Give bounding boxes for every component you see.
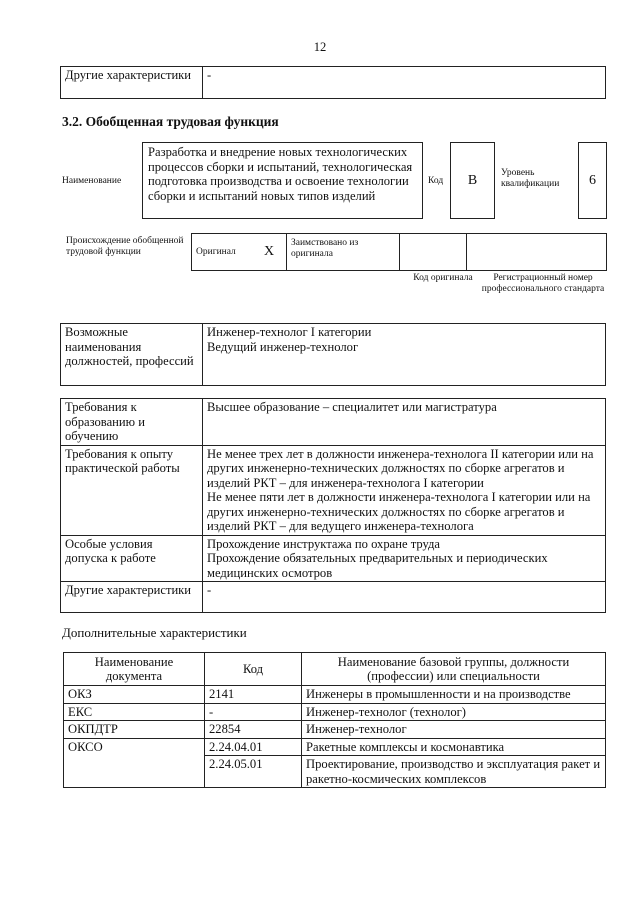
other-label: Другие характеристики [61, 582, 203, 613]
table-row [61, 399, 606, 446]
table-row [192, 234, 607, 271]
table-row [61, 582, 606, 613]
doc-cell: ОКЗ [64, 686, 205, 704]
requirement-line: - [207, 583, 212, 597]
table-row [64, 703, 606, 721]
table-row [61, 535, 606, 582]
code-cell: 2.24.05.01 [205, 756, 302, 788]
table-row [64, 721, 606, 739]
original-label: Оригинал [192, 234, 253, 271]
special-conditions-label: Особые условия допуска к работе [61, 535, 203, 582]
code-cell: - [205, 703, 302, 721]
other-value [203, 582, 606, 613]
special-conditions-value [203, 535, 606, 582]
code-original-cell [400, 234, 467, 271]
requirement-line: Высшее образование – специалитет или магистратура [207, 400, 497, 414]
doc-cell: ОКСО [64, 738, 205, 788]
table-row [61, 67, 606, 99]
table-row [61, 324, 606, 386]
requirement-line: Прохождение обязательных предварительных и периодических медицинских осмотров [207, 551, 548, 580]
code-cell: 22854 [205, 721, 302, 739]
table-row [64, 686, 606, 704]
doc-cell: ЕКС [64, 703, 205, 721]
header-name: Наименование базовой группы, должности (профессии) или специальности [302, 653, 606, 686]
code-original-caption: Код оригинала [413, 273, 473, 283]
code-cell: 2141 [205, 686, 302, 704]
other-characteristics-value: - [203, 67, 606, 99]
borrowed-label: Заимствовано из оригинала [287, 234, 400, 271]
page-number: 12 [313, 40, 327, 54]
reg-number-caption: Регистрационный номер профессионального стандарта [481, 273, 605, 294]
origin-label: Происхождение обобщенной трудовой функции [66, 236, 184, 257]
position-item: Инженер-технолог I категории [207, 325, 372, 339]
other-characteristics-label: Другие характеристики [61, 67, 203, 99]
section-title: 3.2. Обобщенная трудовая функция [62, 114, 279, 129]
header-document: Наименование документа [64, 653, 205, 686]
name-cell: Инженер-технолог (технолог) [302, 703, 606, 721]
requirement-line: Не менее трех лет в должности инженера-технолога II категории или на других инженерно-технических должностях по сборке агрегатов и изделий РКТ – для инженера-технолога I категории [207, 446, 594, 490]
requirements-table [60, 398, 606, 613]
name-label: Наименование [62, 176, 122, 186]
name-cell: Проектирование, производство и эксплуатация ракет и ракетно-космических комплексов [302, 756, 606, 788]
name-cell: Инженер-технолог [302, 721, 606, 739]
positions-label: Возможные наименования должностей, профессий [61, 324, 203, 386]
position-item: Ведущий инженер-технолог [207, 339, 359, 354]
table-row [61, 445, 606, 535]
requirement-line: Не менее пяти лет в должности инженера-технолога I категории или на других инженерно-технических должностях по сборке агрегатов и изделий РКТ – для ведущего инженера-технолога [207, 490, 591, 533]
top-other-characteristics-table [60, 66, 606, 99]
code-value-box: B [450, 142, 495, 219]
original-mark: X [252, 234, 287, 271]
name-cell: Инженеры в промышленности и на производстве [302, 686, 606, 704]
code-cell: 2.24.04.01 [205, 738, 302, 756]
function-name-box: Разработка и внедрение новых технологических процессов сборки и испытаний, технологическая подготовка производства и освоение технологии сборки и испытаний новых типов изделий [142, 142, 423, 219]
additional-table [63, 652, 606, 788]
level-value-box: 6 [578, 142, 607, 219]
level-label: Уровень квалификации [501, 168, 560, 189]
additional-heading: Дополнительные характеристики [62, 625, 247, 640]
experience-label: Требования к опыту практической работы [61, 445, 203, 535]
origin-table [191, 233, 607, 271]
doc-cell: ОКПДТР [64, 721, 205, 739]
reg-number-cell [467, 234, 607, 271]
name-cell: Ракетные комплексы и космонавтика [302, 738, 606, 756]
header-code: Код [205, 653, 302, 686]
positions-table [60, 323, 606, 386]
experience-value [203, 445, 606, 535]
requirement-line: Прохождение инструктажа по охране труда [207, 536, 441, 551]
table-header-row [64, 653, 606, 686]
table-row [64, 738, 606, 756]
code-label: Код [428, 176, 444, 186]
education-label: Требования к образованию и обучению [61, 399, 203, 446]
education-value [203, 399, 606, 446]
positions-values [203, 324, 606, 386]
